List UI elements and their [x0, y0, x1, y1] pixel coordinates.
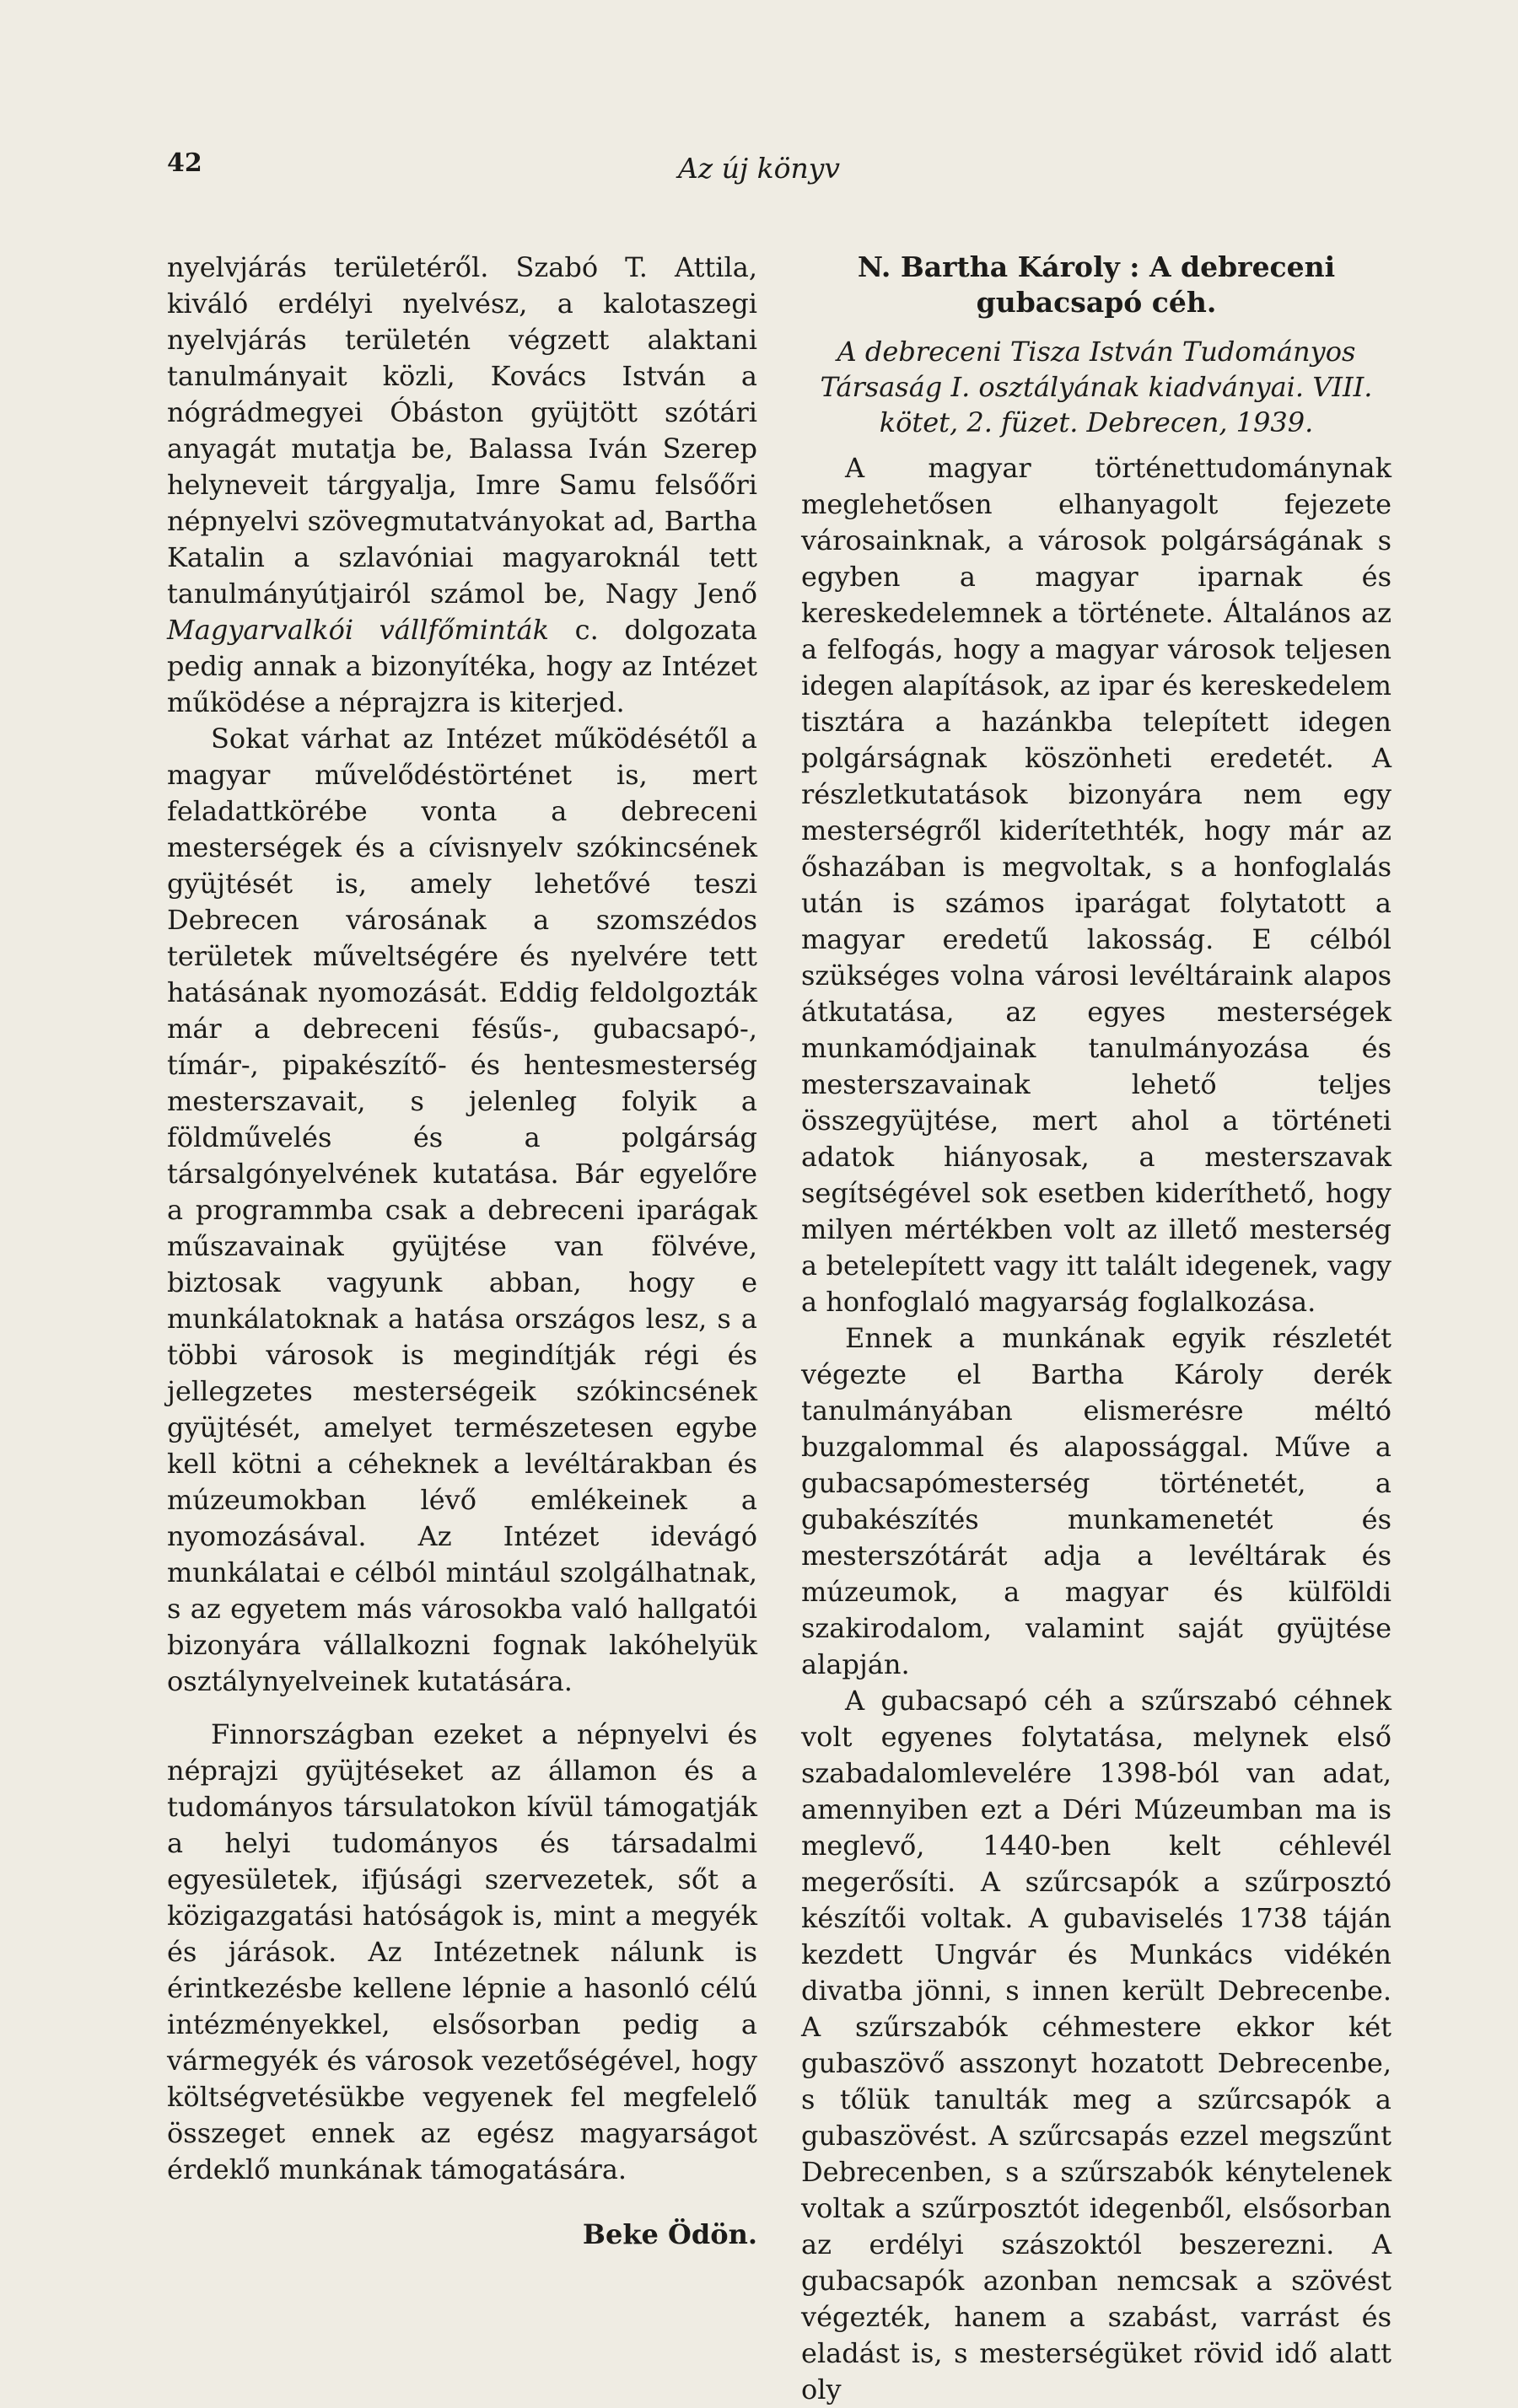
right-paragraph-1: A magyar történettudománynak meglehetősen elhanyagolt fejezete városainknak, a városok polgárságának s egyben a magyar iparnak és kereskedelemnek a története. Általános az a felfogás, hogy a magyar városok teljesen idegen alapítások, az ipar és kereskedelem tisztára a hazánkba telepített idegen polgárságnak köszönheti eredetét. A részletkutatások bizonyára nem egy mesterségről kiderítethték, hogy már az őshazában is megvoltak, s a honfoglalás után is számos iparágat folytatott a magyar eredetű lakosság. E célból szükséges volna városi levéltáraink alapos átkutatása, az egyes mesterségek munkamódjainak tanulmányozása és mesterszavainak lehető teljes összegyüjtése, mert ahol a történeti adatok hiányosak, a mesterszavak segítségével sok esetben kideríthető, hogy milyen mértékben volt az illető mesterség a betelepített vagy itt talált idegenek, vagy a honfoglaló magyarság foglalkozása.: [801, 452, 1392, 1318]
left-column: [167, 250, 757, 2253]
right-paragraph-3: A gubacsapó céh a szűrszabó céhnek volt egyenes folytatása, melynek első szabadalomlevelére 1398-ból van adat, amennyiben ezt a Déri Múzeumban ma is meglevő, 1440-ben kelt céhlevél megerősíti. A szűrcsapók a szűrposztó készítői voltak. A gubaviselés 1738 táján kezdett Ungvár és Munkács vidékén divatba jönni, s innen került Debrecenbe. A szűrszabók céhmestere ekkor két gubaszövő asszonyt hozatott Debrecenbe, s tőlük tanulták meg a szűrcsapók a gubaszövést. A szűrcsapás ezzel megszűnt Debrecenben, s a szűrszabók kénytelenek voltak a szűrposztót idegenből, elsősorban az erdélyi szászoktól beszerezni. A gubacsapók azonban nemcsak a szövést végezték, hanem a szabást, varrást és eladást is, s mesterségüket rövid idő alatt oly: [801, 1685, 1392, 2405]
review-source: A debreceni Tisza István Tudományos Társaság I. osztályának kiadványai. VIII. kötet, 2. füzet. Debrecen, 1939.: [820, 336, 1373, 438]
left-paragraph-3: Finnországban ezeket a népnyelvi és néprajzi gyüjtéseket az államon és a tudományos társulatokon kívül támogatják a helyi tudományos és társadalmi egyesületek, ifjúsági szervezetek, sőt a közigazgatási hatóságok is, mint a megyék és járások. Az Intézetnek nálunk is érintkezésbe kellene lépnie a hasonló célú intézményekkel, elsősorban pedig a vármegyék és városok vezetőségével, hogy költségvetésükbe vegyenek fel megfelelő összeget ennek az egész magyarságot érdeklő munkának támogatására.: [167, 1718, 757, 2185]
right-paragraph-2: Ennek a munkának egyik részletét végezte el Bartha Károly derék tanulmányában elismerésre méltó buzgalommal és alapossággal. Műve a gubacsapómesterség történetét, a gubakészítés munkamenetét és mesterszótárát adja a levéltárak és múzeumok, a magyar és külföldi szakirodalom, valamint saját gyüjtése alapján.: [801, 1322, 1392, 1680]
signature: Beke Ödön.: [582, 2218, 757, 2250]
review-heading: N. Bartha Károly : A debreceni gubacsapó céh.: [857, 250, 1336, 319]
running-title: Az új könyv: [677, 152, 841, 185]
left-paragraph-1: [167, 250, 757, 721]
left-p1-work-title: Magyarvalkói vállfőminták: [167, 614, 549, 646]
right-column: [801, 250, 1392, 2408]
page-number: 42: [167, 148, 202, 178]
left-paragraph-2: Sokat várhat az Intézet működésétől a magyar művelődéstörténet is, mert feladattkörébe vonta a debreceni mesterségek és a cívisnyelv szókincsének gyüjtését is, amely lehetővé teszi Debrecen városának a szomszédos területek műveltségére és nyelvére tett hatásának nyomozását. Eddig feldolgozták már a debreceni fésűs-, gubacsapó-, tímár-, pipakészítő- és hentesmesterség mesterszavait, s jelenleg folyik a földművelés és a polgárság társalgónyelvének kutatása. Bár egyelőre a programmba csak a debreceni iparágak műszavainak gyüjtése van fölvéve, biztosak vagyunk abban, hogy e munkálatoknak a hatása országos lesz, s a többi városok is megindítják régi és jellegzetes mesterségeik szókincsének gyüjtését, amelyet természetesen egybe kell kötni a céheknek a levéltárakban és múzeumokban lévő emlékeinek a nyomozásával. Az Intézet idevágó munkálatai e célból mintául szolgálhatnak, s az egyetem más városokba való hallgatói bizonyára vállalkozni fognak lakóhelyük osztálynyelveinek kutatására.: [167, 723, 757, 1697]
left-p1-text-b: c. dolgozata pedig annak a bizonyítéka, hogy az Intézet működése a néprajzra is kiterjed.: [167, 614, 758, 718]
left-p1-text-a: nyelvjárás területéről. Szabó T. Attila, kiváló erdélyi nyelvész, a kalotaszegi nyelvjárás területén végzett alaktani tanulmányait közli, Kovács István a nógrádmegyei Óbáston gyüjtött szótári anyagát mutatja be, Balassa Iván Szerep helyneveit tárgyalja, Imre Samu felsőőri népnyelvi szövegmutatványokat ad, Bartha Katalin a szlavóniai magyaroknál tett tanulmányútjairól számol be, Nagy Jenő: [167, 251, 757, 610]
